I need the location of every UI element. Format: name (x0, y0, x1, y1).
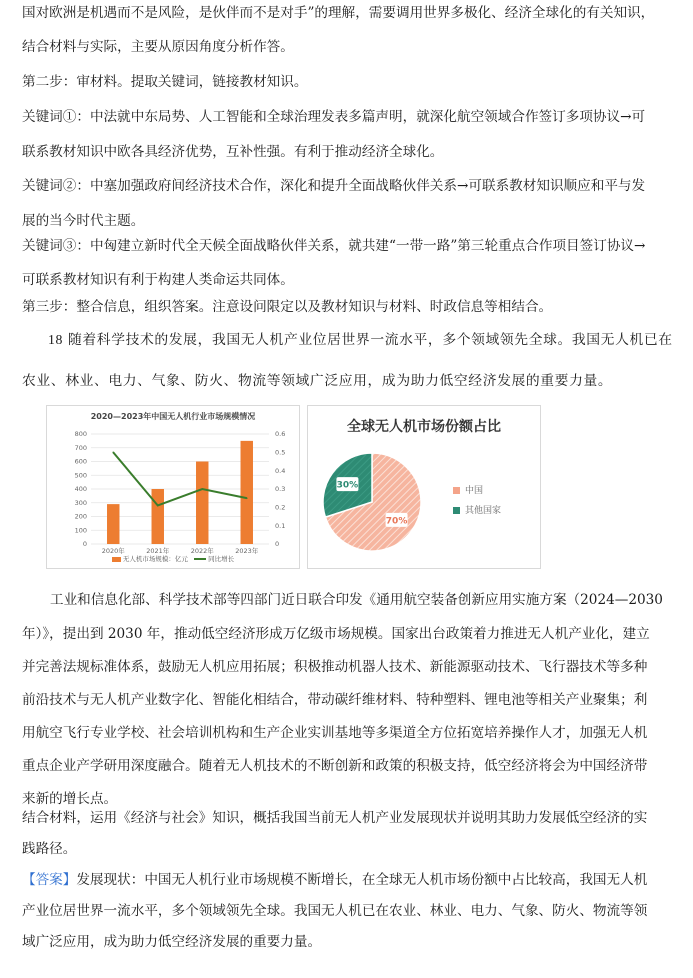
y2-tick-label: 0.6 (275, 430, 286, 439)
doc-line: 可联系教材知识有利于构建人类命运共同体。 (22, 272, 294, 288)
legend-label: 中国 (465, 486, 484, 496)
doc-line: 关键词③：中匈建立新时代全天候全面战略伙伴关系，就共建“一带一路”第三轮重点合作项目签订协议→ (22, 238, 646, 254)
y2-tick-label: 0.4 (275, 466, 286, 475)
slice-label: 70% (385, 516, 408, 527)
y-tick-label: 500 (74, 471, 87, 480)
material-line: 用航空飞行专业学校、社会培训机构和生产企业实训基地等多渠道全方位拓宽培养操作人才，加强无人机 (22, 725, 648, 741)
y-tick-label: 800 (74, 430, 87, 439)
doc-line: 结合材料与实际，主要从原因角度分析作答。 (22, 39, 294, 55)
doc-line: 第二步：审材料。提取关键词，链接教材知识。 (22, 74, 308, 90)
question-text: 随着科学技术的发展，我国无人机产业位居世界一流水平，多个领域领先全球。我国无人机已在 (68, 332, 673, 348)
legend-swatch (453, 507, 460, 514)
market-share-chart (307, 405, 541, 569)
y-tick-label: 600 (74, 457, 87, 466)
answer-text: 发展现状：中国无人机行业市场规模不断增长，在全球无人机市场份额中占比较高，我国无人机 (76, 872, 648, 888)
y2-tick-label: 0.1 (275, 521, 286, 530)
y-tick-label: 400 (74, 485, 87, 494)
question-18-stem (48, 330, 681, 350)
question-line: 践路径。 (22, 841, 77, 857)
question-line: 结合材料，运用《经济与社会》知识，概括我国当前无人机产业发展现状并说明其助力发展低空经济的实 (22, 810, 648, 826)
market-size-chart (46, 405, 300, 569)
bar (107, 504, 119, 544)
market-share-pie (308, 406, 540, 568)
growth-point (246, 497, 248, 499)
x-tick-label: 2022年 (190, 547, 214, 555)
y-tick-label: 100 (74, 526, 87, 535)
y-tick-label: 200 (74, 512, 87, 521)
slice-label: 30% (336, 480, 359, 491)
material-line: 年）》，提出到 2030 年，推动低空经济形成万亿级市场规模。国家出台政策着力推进无人机产业化，建立 (22, 626, 650, 642)
material-line: 工业和信息化部、科学技术部等四部门近日联合印发《通用航空装备创新应用实施方案（2024—2030 (50, 592, 663, 608)
legend-label: 同比增长 (208, 555, 235, 563)
doc-line: 国对欧洲是机遇而不是风险，是伙伴而不是对手”的理解，需要调用世界多极化、经济全球化的有关知识， (22, 5, 655, 21)
growth-point (157, 505, 159, 507)
y2-tick-label: 0 (275, 540, 280, 549)
material-line: 来新的增长点。 (22, 791, 118, 807)
doc-line: 关键词②：中塞加强政府间经济技术合作，深化和提升全面战略伙伴关系→可联系教材知识顺应和平与发 (22, 178, 646, 194)
legend-swatch (453, 487, 460, 494)
chart-title: 2020—2023年中国无人机行业市场规模情况 (90, 412, 256, 421)
material-line: 前沿技术与无人机产业数字化、智能化相结合，带动碳纤维材料、特种塑料、锂电池等相关产业聚集；利 (22, 692, 648, 708)
legend-label: 其他国家 (465, 506, 502, 516)
doc-line: 第三步：整合信息，组织答案。注意设问限定以及教材知识与材料、时政信息等相结合。 (22, 299, 553, 315)
doc-line: 联系教材知识中欧各具经济优势，互补性强。有利于推动经济全球化。 (22, 144, 444, 160)
chart-title: 全球无人机市场份额占比 (347, 419, 501, 435)
y-tick-label: 700 (74, 443, 87, 452)
y-tick-label: 300 (74, 498, 87, 507)
y2-tick-label: 0.3 (275, 485, 286, 494)
legend-label: 无人机市场规模：亿元 (122, 555, 188, 563)
legend-swatch-bar (112, 557, 121, 562)
y2-tick-label: 0.5 (275, 448, 286, 457)
x-tick-label: 2023年 (235, 547, 259, 555)
material-line: 重点企业产学研用深度融合。随着无人机技术的不断创新和政策的积极支持，低空经济将会为中国经济带 (22, 758, 648, 774)
material-line: 并完善法规标准体系，鼓励无人机应用拓展；积极推动机器人技术、新能源驱动技术、飞行器技术等多种 (22, 659, 648, 675)
answer-tag: 【答案】 (22, 872, 77, 888)
bar (196, 462, 208, 545)
x-tick-label: 2020年 (101, 547, 125, 555)
bar (241, 441, 253, 544)
answer-line (22, 870, 681, 890)
question-number: 18 (48, 332, 63, 347)
doc-line: 展的当今时代主题。 (22, 213, 145, 229)
growth-line (113, 452, 247, 505)
question-18-stem-cont: 农业、林业、电力、气象、防火、物流等领域广泛应用，成为助力低空经济发展的重要力量。 (22, 373, 613, 389)
bar (152, 489, 164, 544)
doc-line: 关键词①：中法就中东局势、人工智能和全球治理发表多篇声明，就深化航空领域合作签订多项协议→可 (22, 109, 646, 125)
answer-line: 域广泛应用，成为助力低空经济发展的重要力量。 (22, 934, 322, 950)
chart-legend (47, 554, 299, 563)
growth-point (201, 488, 203, 490)
y-tick-label: 0 (82, 540, 87, 549)
y2-tick-label: 0.2 (275, 503, 286, 512)
answer-line: 产业位居世界一流水平，多个领域领先全球。我国无人机已在农业、林业、电力、气象、防火、物流等领 (22, 903, 648, 919)
x-tick-label: 2021年 (146, 547, 170, 555)
market-size-plot (47, 406, 299, 568)
legend-swatch-line (194, 558, 206, 560)
growth-point (112, 452, 114, 454)
